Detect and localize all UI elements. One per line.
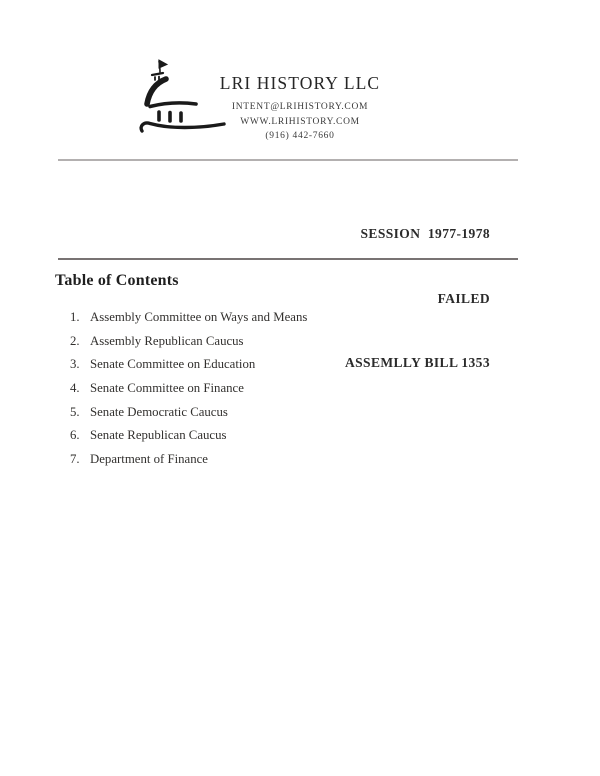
toc-item-number: 5.: [70, 404, 80, 419]
website-text: WWW.LRIHISTORY.COM: [240, 116, 360, 127]
company-name: LRI HISTORY LLC: [219, 73, 381, 93]
toc-item: [70, 330, 307, 354]
toc-item: [70, 353, 307, 377]
toc-list: [70, 306, 307, 472]
toc-item-number: 6.: [70, 428, 80, 443]
session-text: SESSION 1977-1978: [360, 226, 490, 241]
toc-item: [70, 401, 307, 425]
letterhead: [0, 73, 600, 144]
toc-item-number: 7.: [70, 452, 80, 467]
toc-item: [70, 424, 307, 448]
contact-block: [0, 100, 600, 144]
toc-item: [70, 448, 307, 472]
toc-item-label: Senate Committee on Finance: [90, 381, 244, 396]
toc-item-number: 1.: [70, 310, 80, 324]
toc-item-number: 2.: [70, 333, 80, 348]
case-info-block: [345, 180, 490, 417]
toc-item-label: Senate Democratic Caucus: [90, 404, 228, 419]
toc-item-label: Senate Republican Caucus: [90, 428, 227, 443]
toc-item: [70, 377, 307, 401]
toc-item-label: Assembly Republican Caucus: [90, 333, 244, 348]
toc-item: [70, 306, 307, 330]
toc-item-label: Senate Committee on Education: [90, 357, 256, 372]
toc-title: Table of Contents: [55, 272, 179, 289]
bill-text: ASSEMLLY BILL 1353: [344, 355, 490, 370]
divider-top: [58, 159, 518, 161]
status-text: FAILED: [437, 290, 490, 306]
toc-item-label: Assembly Committee on Ways and Means: [90, 310, 308, 324]
toc-item-number: 3.: [70, 357, 80, 372]
toc-item-label: Department of Finance: [90, 452, 208, 467]
email-text: INTENT@LRIHISTORY.COM: [231, 102, 369, 112]
phone-text: (916) 442-7660: [265, 131, 335, 141]
toc-item-number: 4.: [70, 381, 80, 396]
